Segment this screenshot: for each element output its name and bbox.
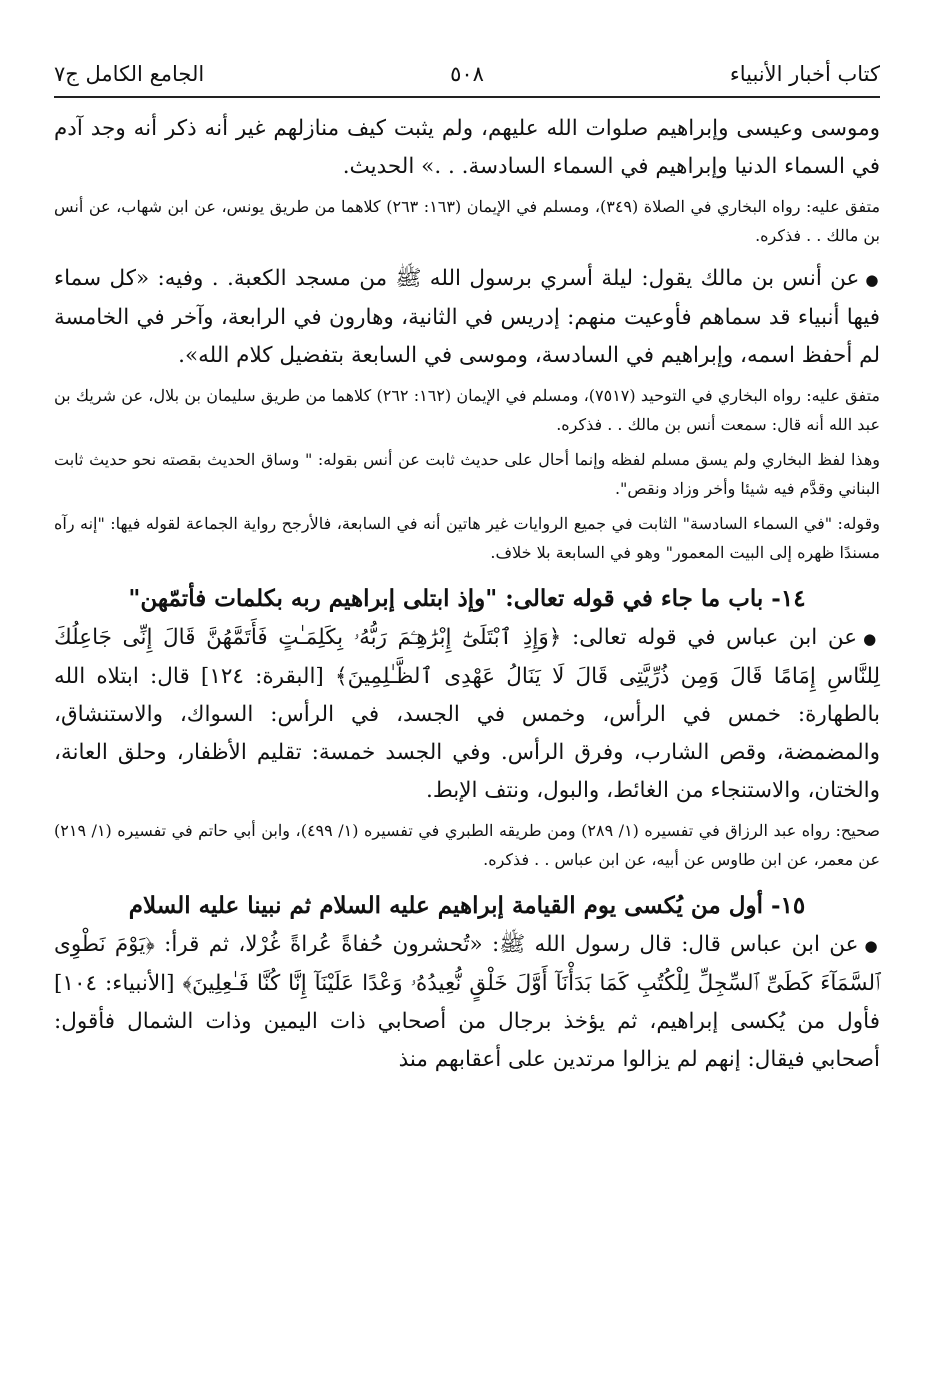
- footnote: صحيح: رواه عبد الرزاق في تفسيره (١/ ٢٨٩) ومن طريقه الطبري في تفسيره (١/ ٤٩٩)، وابن أبي حاتم في تفسيره (١/ ٢١٩) عن معمر، عن ابن طاوس عن أبيه، عن ابن عباس . . فذكره.: [54, 821, 881, 869]
- footnote: وهذا لفظ البخاري ولم يسق مسلم لفظه وإنما أحال على حديث ثابت عن أنس بقوله: " وساق الحديث بقصته نحو حديث ثابت البناني وقدَّم فيه شيئا وأخر وزاد ونقص".: [54, 450, 880, 498]
- hadith-paragraph: ● عن ابن عباس في قوله تعالى: ﴿وَإِذِ ٱبْتَلَىٰٓ إِبْرَٰهِـۧمَ رَبُّهُۥ بِكَلِمَـٰتٍ فَأَتَمَّهُنَّ قَالَ إِنِّى جَاعِلُكَ لِلنَّاسِ إِمَامًا قَالَ وَمِن ذُرِّيَّتِى قَالَ لَا يَنَالُ عَهْدِى ٱلظَّـٰلِمِينَ﴾ [البقرة: ١٢٤] قال: ابتلاه الله بالطهارة: خمس في الرأس، وخمس في الجسد، في الرأس: السواك، والاستنشاق، والمضمضة، وقص الشارب، وفرق الرأس. وفي الجسد خمسة: تقليم الأظفار، وحلق العانة، والختان، والاستنجاء من الغائط، والبول، ونتف الإبط.: [54, 619, 880, 810]
- footnote: متفق عليه: رواه البخاري في التوحيد (٧٥١٧)، ومسلم في الإيمان (١٦٢: ٢٦٢) كلاهما من طريق سليمان بن بلال، عن شريك بن عبد الله أنه قال: سمعت أنس بن مالك . . فذكره.: [54, 386, 881, 434]
- page-header: [54, 52, 880, 98]
- hadith-paragraph: ● عن ابن عباس قال: قال رسول الله ﷺ: «تُحشرون حُفاةً عُراةً غُرْلا، ثم قرأ: ﴿يَوْمَ نَطْوِى ٱلسَّمَآءَ كَطَىِّ ٱلسِّجِلِّ لِلْكُتُبِ كَمَا بَدَأْنَآ أَوَّلَ خَلْقٍ نُّعِيدُهُۥ وَعْدًا عَلَيْنَآ إِنَّا كُنَّا فَـٰعِلِينَ﴾ [الأنبياء: ١٠٤] فأول من يُكسى إبراهيم، ثم يؤخذ برجال من أصحابي ذات اليمين وذات الشمال فأقول: أصحابي فيقال: إنهم لم يزالوا مرتدين على أعقابهم منذ: [54, 926, 880, 1079]
- page-body: [54, 110, 880, 1079]
- document-page: [54, 52, 880, 1079]
- footnote: وقوله: "في السماء السادسة" الثابت في جميع الروايات غير هاتين أنه في السابعة، فالأرجح رواية الجماعة لقوله فيها: "إنه رآه مسندًا ظهره إلى البيت المعمور" وهو في السابعة بلا خلاف.: [54, 514, 880, 562]
- paragraph: وموسى وعيسى وإبراهيم صلوات الله عليهم، ولم يثبت كيف منازلهم غير أنه ذكر أنه وجد آدم في السماء الدنيا وإبراهيم في السماء السادسة. . .» الحديث.: [54, 116, 880, 179]
- book-title: كتاب أخبار الأنبياء: [729, 62, 880, 86]
- hadith-paragraph: ● عن أنس بن مالك يقول: ليلة أسري برسول الله ﷺ من مسجد الكعبة. . وفيه: «كل سماء فيها أنبياء قد سماهم فأوعيت منهم: إدريس في الثانية، وهارون في الرابعة، وآخر في الخامسة لم أحفظ اسمه، وإبراهيم في السادسة، وموسى في السابعة بتفضيل كلام الله».: [54, 260, 880, 375]
- chapter-heading: ١٤- باب ما جاء في قوله تعالى: "وإذ ابتلى إبراهيم ربه بكلمات فأتمّهن": [128, 585, 806, 612]
- chapter-heading: ١٥- أول من يُكسى يوم القيامة إبراهيم عليه السلام ثم نبينا عليه السلام: [128, 892, 806, 919]
- page-number: ٥٠٨: [450, 62, 484, 86]
- volume-label: الجامع الكامل ج٧: [54, 62, 205, 86]
- footnote: متفق عليه: رواه البخاري في الصلاة (٣٤٩)، ومسلم في الإيمان (١٦٣: ٢٦٣) كلاهما من طريق يونس، عن ابن شهاب، عن أنس بن مالك . . فذكره.: [54, 197, 881, 245]
